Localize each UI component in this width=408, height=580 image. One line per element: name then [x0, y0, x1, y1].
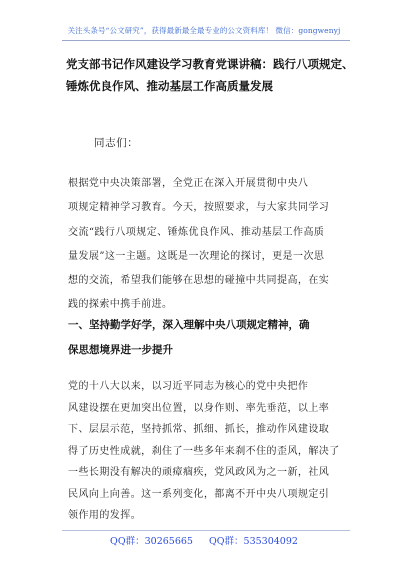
paragraph-line: 领作用的发挥。 — [68, 510, 142, 521]
paragraph-line: 党的十八大以来，以习近平同志为核心的党中央把作 — [68, 381, 309, 392]
paragraph-line: 一些长期没有解决的顽瘴痼疾，党风政风为之一新，社风 — [68, 467, 330, 478]
heading-line: 保思想境界进一步提升 — [68, 344, 173, 356]
paragraph-line: 民风向上向善。这一系列变化，都离不开中央八项规定引 — [68, 488, 330, 500]
paragraph-line: 践的探索中携手前进。 — [68, 299, 173, 311]
paragraph-line: 根据党中央决策部署，全党正在深入开展贯彻中央八 — [68, 178, 309, 189]
footer-divider — [62, 530, 350, 531]
section-paragraph — [68, 376, 346, 527]
footer-qq-group-1: QQ群：30265665 — [110, 536, 193, 547]
document-title — [66, 53, 354, 97]
title-line: 锤炼优良作风、推动基层工作高质量发展 — [66, 79, 273, 93]
header-promo-note: 关注头条号“公文研究”，获得最新最全最专业的公文资料库！ 微信：gongwenyj — [67, 26, 341, 35]
paragraph-line: 量发展”这一主题。这既是一次理论的探讨，更是一次思 — [68, 250, 325, 262]
section-heading — [68, 313, 348, 363]
heading-line: 一、坚持勤学好学，深入理解中央八项规定精神，确 — [68, 319, 310, 331]
footer-qq-group-2: QQ群：535304092 — [208, 536, 298, 547]
paragraph-line: 交流“践行八项规定、锤炼优良作风、推动基层工作高质 — [68, 226, 325, 238]
paragraph-line: 风建设摆在更加突出位置，以身作则、率先垂范，以上率 — [68, 402, 330, 414]
salutation: 同志们： — [94, 137, 139, 149]
title-line: 党支部书记作风建设学习教育党课讲稿：践行八项规定、 — [66, 57, 354, 71]
intro-paragraph — [68, 172, 346, 318]
header-divider — [62, 40, 350, 41]
paragraph-line: 下、层层示范，坚持抓常、抓细、抓长，推动作风建设取 — [68, 424, 330, 435]
paragraph-line: 想的交流，希望我们能够在思想的碰撞中共同提高，在实 — [68, 275, 330, 287]
footer-contact — [0, 533, 408, 547]
paragraph-line: 得了历史性成就，刹住了一些多年来刹不住的歪风，解决了 — [68, 445, 340, 457]
paragraph-line: 项规定精神学习教育。今天，按照要求，与大家共同学习 — [68, 202, 330, 214]
